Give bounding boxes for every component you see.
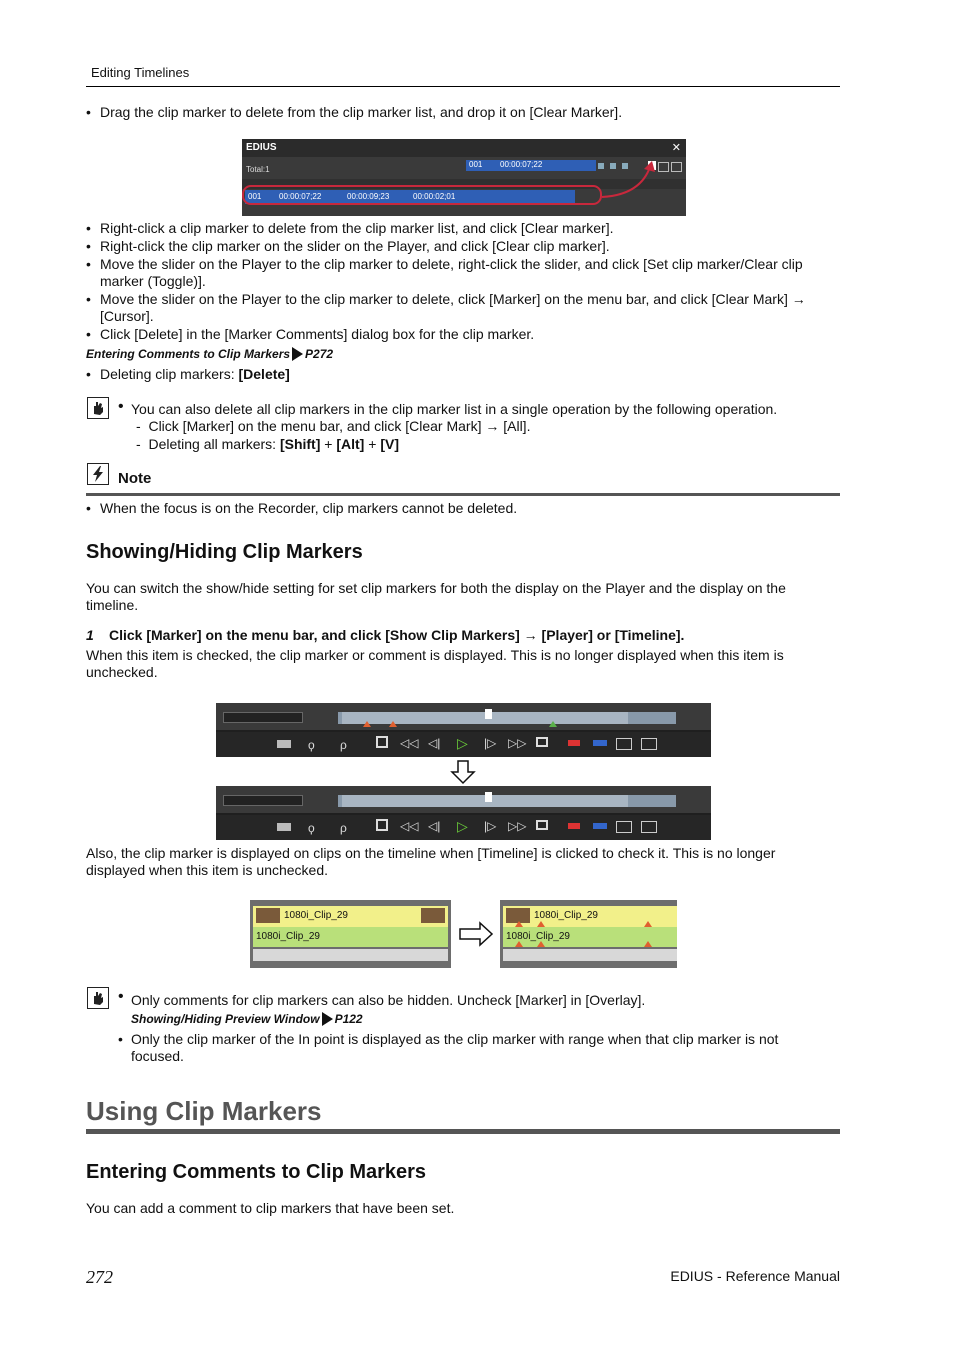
list-top-row: 001 00:00:07;22 bbox=[466, 160, 596, 171]
step-forward-icon[interactable]: |▷ bbox=[484, 819, 497, 833]
step-back-icon[interactable]: ◁| bbox=[428, 736, 441, 750]
down-arrow-icon bbox=[450, 759, 476, 785]
list-item: • Right-click the clip marker on the slider on the Player, and click [Clear clip marker]. bbox=[86, 238, 610, 254]
tip-hand-icon bbox=[87, 987, 109, 1009]
step-number: 1 bbox=[86, 627, 94, 643]
player-screenshot-markers-shown bbox=[216, 703, 711, 757]
render-icon[interactable] bbox=[616, 738, 632, 750]
clip-marker-list-screenshot bbox=[242, 139, 686, 216]
title-bar bbox=[242, 139, 686, 157]
step-back-icon[interactable]: ◁| bbox=[428, 819, 441, 833]
close-icon[interactable]: ✕ bbox=[671, 142, 681, 154]
mark-out-icon[interactable]: ρ bbox=[340, 821, 347, 835]
import-icon[interactable] bbox=[671, 162, 682, 172]
tip-hand-icon bbox=[87, 397, 109, 419]
tip-subitem: - Deleting all markers: [Shift] + [Alt] + [V] bbox=[136, 436, 399, 452]
mark-out-icon[interactable]: ρ bbox=[340, 738, 347, 752]
loop-icon[interactable] bbox=[536, 737, 548, 747]
video-clip[interactable]: 1080i_Clip_29 bbox=[253, 906, 448, 927]
header-rule bbox=[86, 86, 840, 87]
step-forward-icon[interactable]: |▷ bbox=[484, 736, 497, 750]
list-item: • Click [Delete] in the [Marker Comments] dialog box for the clip marker. bbox=[86, 326, 535, 342]
tip-text: Only comments for clip markers can also be hidden. Uncheck [Marker] in [Overlay]. bbox=[131, 992, 646, 1008]
set-in-icon[interactable] bbox=[277, 740, 291, 748]
clip-marker-icon[interactable] bbox=[515, 941, 523, 947]
paragraph: Also, the clip marker is displayed on clips on the timeline when [Timeline] is clicked to check it. This is no longer displayed when this item is unchecked. bbox=[86, 845, 776, 878]
arrow-right-icon bbox=[322, 1012, 333, 1026]
note-rule bbox=[86, 493, 840, 496]
clip-marker-icon[interactable] bbox=[644, 941, 652, 947]
shuttle-slider[interactable] bbox=[223, 712, 303, 723]
drag-arrow-icon bbox=[600, 159, 660, 201]
mark-in-icon[interactable]: ϙ bbox=[308, 738, 315, 752]
play-icon[interactable]: ▷ bbox=[457, 735, 468, 751]
overwrite-icon[interactable] bbox=[593, 740, 607, 746]
stop-icon[interactable] bbox=[376, 736, 388, 748]
cross-reference-link[interactable]: Showing/Hiding Preview Window P122 bbox=[131, 1012, 363, 1026]
timeline-clip-markers-hidden bbox=[250, 900, 451, 968]
app-title: EDIUS bbox=[246, 142, 277, 153]
render-icon[interactable] bbox=[641, 821, 657, 833]
set-in-icon[interactable] bbox=[277, 823, 291, 831]
player-screenshot-markers-hidden bbox=[216, 786, 711, 840]
clip-marker-icon[interactable] bbox=[363, 721, 371, 727]
tip-subitem: - Click [Marker] on the menu bar, and click [Clear Mark] → [All]. bbox=[136, 418, 531, 434]
fast-forward-icon[interactable]: ▷▷ bbox=[508, 819, 527, 833]
manual-title: EDIUS - Reference Manual bbox=[670, 1268, 840, 1284]
tip-text: You can also delete all clip markers in the clip marker list in a single operation by the following operation. bbox=[131, 401, 778, 417]
insert-icon[interactable] bbox=[568, 740, 580, 746]
paragraph: You can add a comment to clip markers that have been set. bbox=[86, 1200, 455, 1216]
step-text: Click [Marker] on the menu bar, and click [Show Clip Markers] → [Player] or [Timeline]. bbox=[109, 627, 685, 643]
list-item: • Move the slider on the Player to the clip marker to delete, click [Marker] on the menu bar, and click [Clear Mark] → [Cursor]. bbox=[86, 291, 806, 324]
note-title: Note bbox=[118, 470, 152, 487]
list-item: • Drag the clip marker to delete from the clip marker list, and drop it on [Clear Marker]. bbox=[86, 104, 623, 120]
audio-clip[interactable]: 1080i_Clip_29 bbox=[253, 927, 448, 947]
thumbnail bbox=[256, 908, 280, 923]
audio-clip[interactable]: 1080i_Clip_29 bbox=[503, 927, 677, 947]
tip-text: Only the clip marker of the In point is displayed as the clip marker with range when that clip marker is not focused. bbox=[131, 1031, 779, 1064]
list-item: • Deleting clip markers: [Delete] bbox=[86, 366, 290, 382]
running-header: Editing Timelines bbox=[91, 65, 190, 80]
render-icon[interactable] bbox=[641, 738, 657, 750]
table-row[interactable]: 001 00:00:07;22 00:00:09;23 00:00:02;01 bbox=[245, 190, 575, 204]
paragraph: You can switch the show/hide setting for set clip markers for both the display on the Player and the display on the timeline. bbox=[86, 580, 786, 613]
video-clip[interactable]: 1080i_Clip_29 bbox=[503, 906, 677, 927]
note-icon bbox=[87, 463, 109, 485]
stop-icon[interactable] bbox=[376, 819, 388, 831]
section-heading: Showing/Hiding Clip Markers bbox=[86, 541, 363, 563]
arrow-right-icon bbox=[292, 347, 303, 361]
clip-marker-icon[interactable] bbox=[389, 721, 397, 727]
overwrite-icon[interactable] bbox=[593, 823, 607, 829]
clip-marker-icon[interactable] bbox=[537, 941, 545, 947]
paragraph: When this item is checked, the clip marker or comment is displayed. This is no longer displayed when this item is unchecked. bbox=[86, 647, 784, 680]
playhead-icon[interactable] bbox=[485, 709, 492, 719]
list-item: • Right-click a clip marker to delete from the clip marker list, and click [Clear marker]. bbox=[86, 220, 614, 236]
list-item: • Move the slider on the Player to the clip marker to delete, right-click the slider, and click [Set clip marker/Clear clip marker (Toggle)]. bbox=[86, 256, 803, 289]
shuttle-slider[interactable] bbox=[223, 795, 303, 806]
chapter-heading: Using Clip Markers bbox=[86, 1096, 322, 1126]
thumbnail bbox=[421, 908, 445, 923]
mark-in-icon[interactable]: ϙ bbox=[308, 821, 315, 835]
total-label: Total:1 bbox=[246, 165, 270, 174]
timeline-clip-markers-shown bbox=[500, 900, 677, 968]
loop-icon[interactable] bbox=[536, 820, 548, 830]
section-heading: Entering Comments to Clip Markers bbox=[86, 1161, 427, 1183]
rewind-icon[interactable]: ◁◁ bbox=[400, 736, 419, 750]
playhead-icon[interactable] bbox=[485, 792, 492, 802]
page-number: 272 bbox=[86, 1267, 113, 1287]
fast-forward-icon[interactable]: ▷▷ bbox=[508, 736, 527, 750]
cross-reference-link[interactable]: Entering Comments to Clip Markers P272 bbox=[86, 347, 334, 361]
right-arrow-icon bbox=[458, 921, 494, 947]
render-icon[interactable] bbox=[616, 821, 632, 833]
rewind-icon[interactable]: ◁◁ bbox=[400, 819, 419, 833]
insert-icon[interactable] bbox=[568, 823, 580, 829]
list-item: • When the focus is on the Recorder, clip markers cannot be deleted. bbox=[86, 500, 518, 516]
highlight-ellipse bbox=[242, 185, 602, 205]
chapter-rule bbox=[86, 1129, 840, 1134]
play-icon[interactable]: ▷ bbox=[457, 818, 468, 834]
sequence-marker-icon[interactable] bbox=[549, 721, 557, 727]
